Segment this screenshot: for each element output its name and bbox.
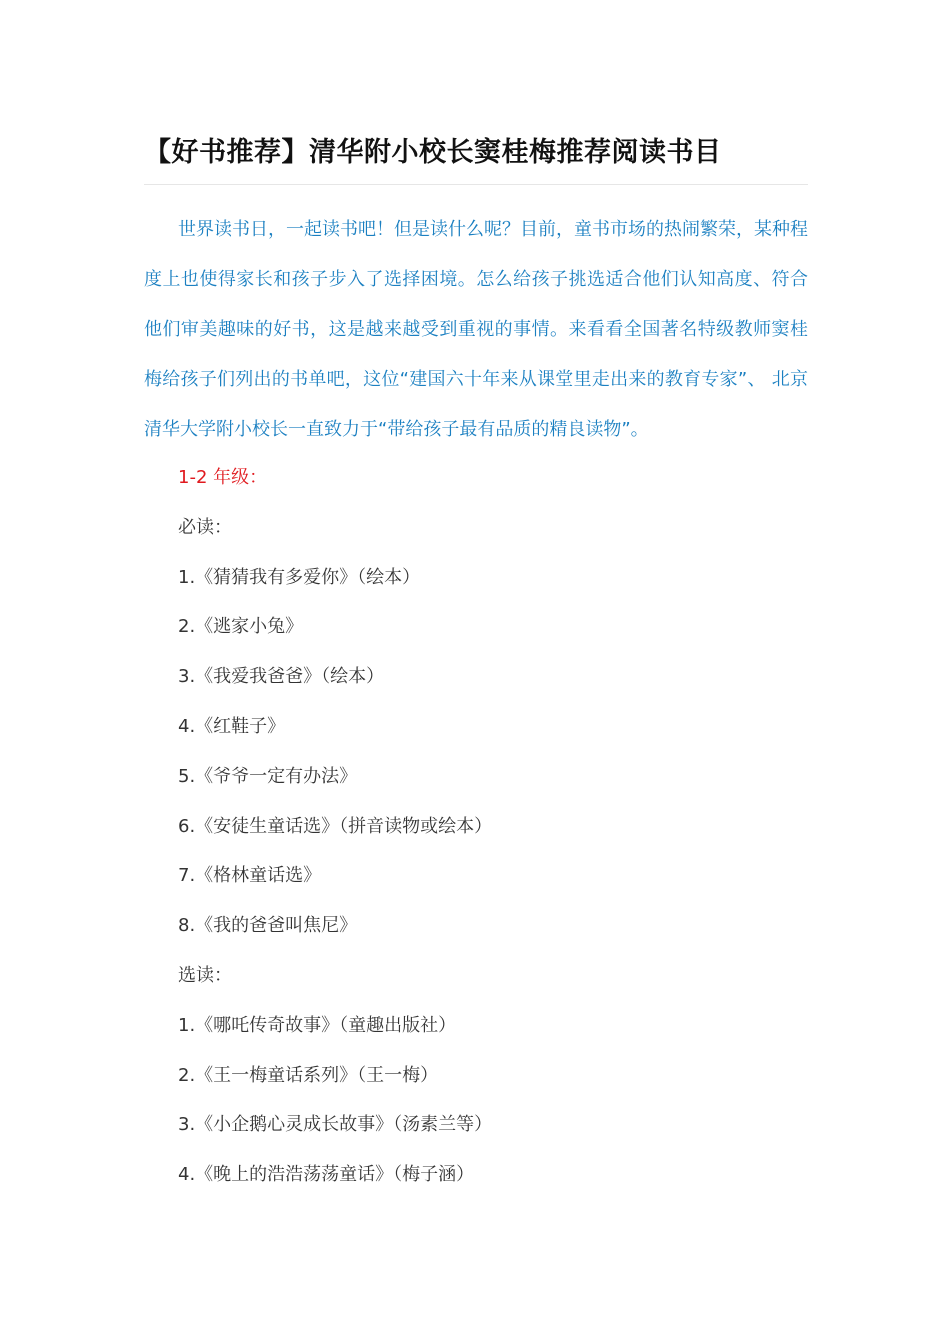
optional-book-item: 1.《哪吒传奇故事》（童趣出版社） [178,1014,457,1036]
optional-book-item: 2.《王一梅童话系列》（王一梅） [178,1064,439,1086]
required-label: 必读： [178,516,232,538]
optional-book-item: 4.《晚上的浩浩荡荡童话》（梅子涵） [178,1164,475,1186]
booklist-grade-1-2 [178,453,808,1200]
article-title: 【好书推荐】清华附小校长窦桂梅推荐阅读书目 [144,137,722,168]
required-book-item: 5.《爷爷一定有办法》 [178,765,358,787]
required-book-item: 2.《逃家小兔》 [178,616,304,638]
title-divider [144,184,808,185]
optional-book-item: 3.《小企鹅心灵成长故事》（汤素兰等） [178,1114,493,1136]
optional-label: 选读： [178,964,232,986]
required-book-item: 3.《我爱我爸爸》（绘本） [178,666,385,688]
required-book-item: 1.《猜猜我有多爱你》（绘本） [178,566,421,588]
required-book-item: 8.《我的爸爸叫焦尼》 [178,915,358,937]
required-book-item: 7.《格林童话选》 [178,865,322,887]
required-book-item: 6.《安徒生童话选》（拼音读物或绘本） [178,815,493,837]
required-book-item: 4.《红鞋子》 [178,715,286,737]
intro-paragraph: 世界读书日，一起读书吧！但是读什么呢？目前，童书市场的热闹繁荣，某种程度上也使得家长和孩子步入了选择困境。怎么给孩子挑选适合他们认知高度、符合他们审美趣味的好书，这是越来越受到重视的事情。来看看全国著名特级教师窦桂梅给孩子们列出的书单吧，这位“建国六十年来从课堂里走出来的教育专家”、 北京清华大学附小校长一直致力于“带给孩子最有品质的精良读物”。 [144,219,808,440]
grade-heading: 1-2 年级： [178,467,268,488]
